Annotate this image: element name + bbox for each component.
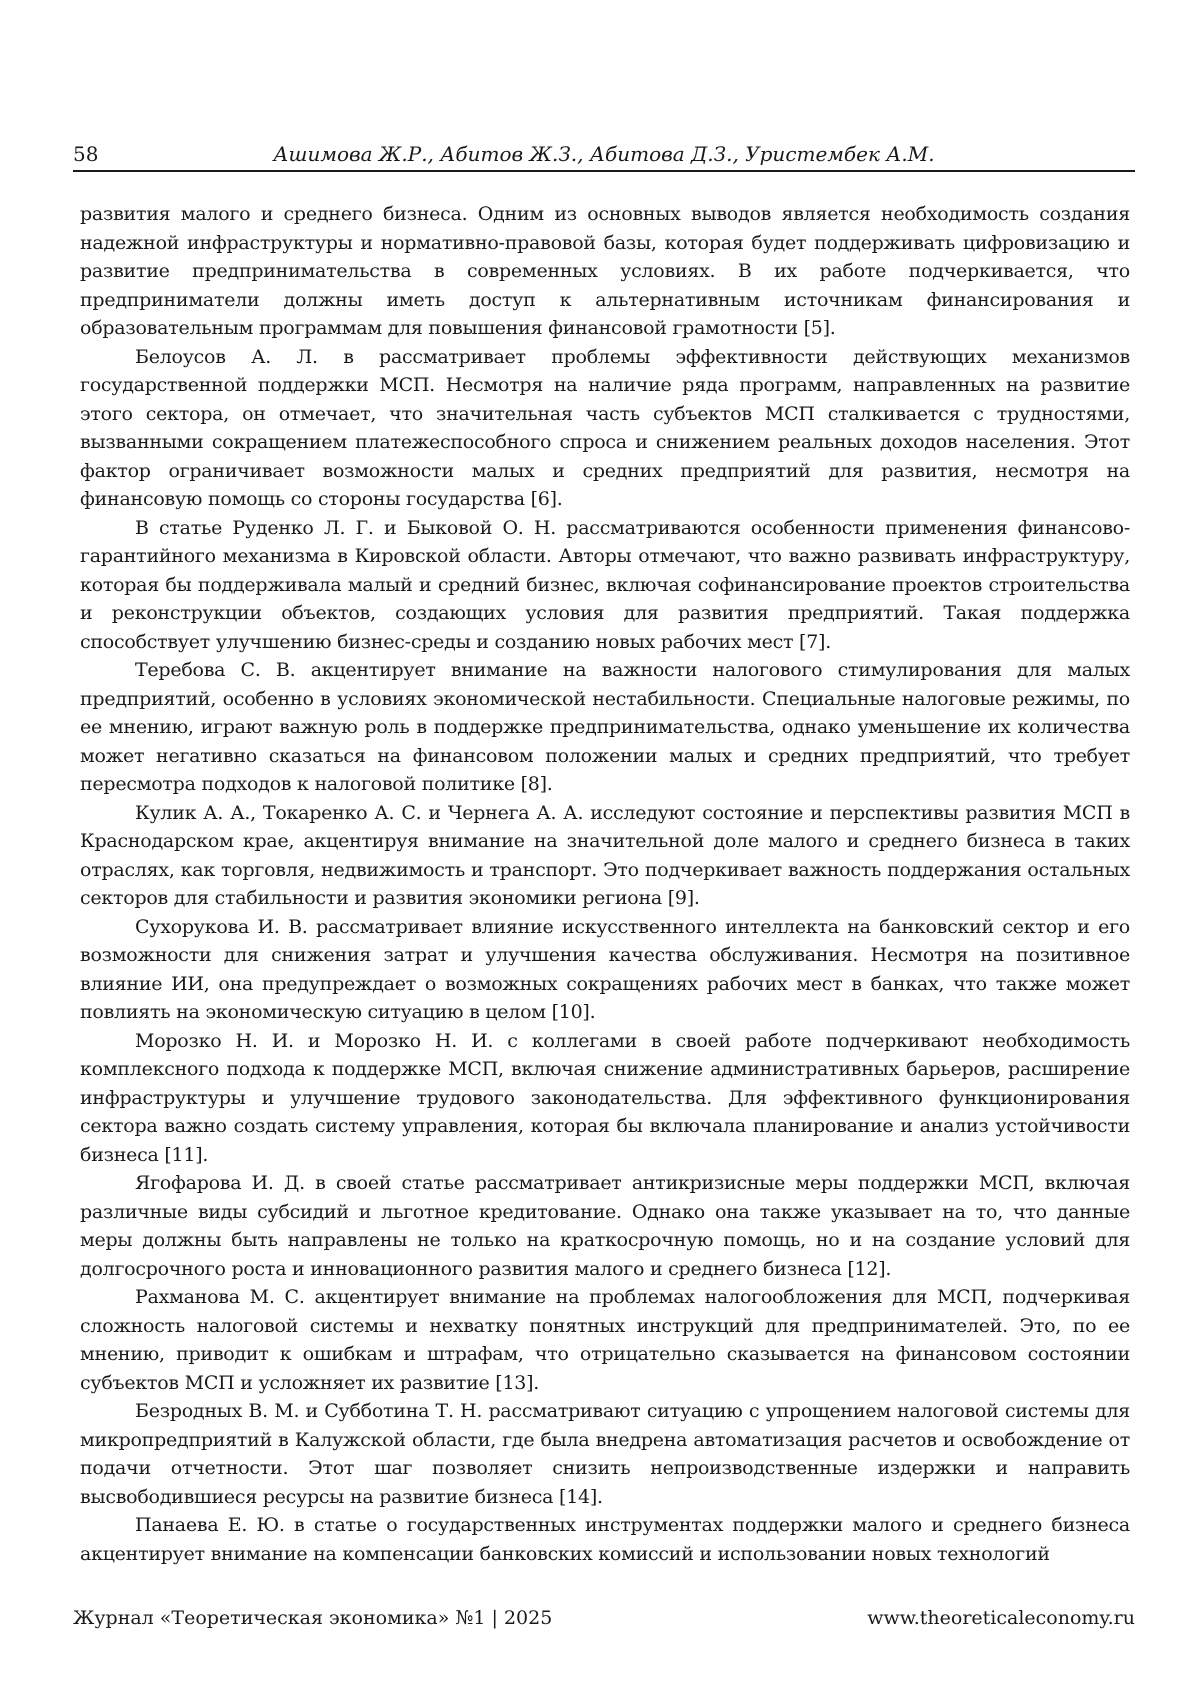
running-footer — [73, 1607, 1135, 1639]
paragraph: Морозко Н. И. и Морозко Н. И. с коллегами в своей работе подчеркивают необходимость комплексного подхода к поддержке МСП, включая снижение административных барьеров, расширение инфраструктуры и улучшение трудового законодательства. Для эффективного функционирования сектора важно создать систему управления, которая бы включала планирование и анализ устойчивости бизнеса [11]. — [80, 1029, 1130, 1166]
paragraph: Панаева Е. Ю. в статье о государственных инструментах поддержки малого и среднего бизнеса акцентирует внимание на компенсации банковских комиссий и использовании новых технологий — [80, 1514, 1130, 1565]
paragraph: Теребова С. В. акцентирует внимание на важности налогового стимулирования для малых предприятий, особенно в условиях экономической нестабильности. Специальные налоговые режимы, по ее мнению, играют важную роль в поддержке предпринимательства, однако уменьшение их количества может негативно сказаться на финансовом положении малых и средних предприятий, что требует пересмотра подходов к налоговой политике [8]. — [80, 659, 1130, 795]
paragraph: Кулик А. А., Токаренко А. С. и Чернега А. А. исследуют состояние и перспективы развития МСП в Краснодарском крае, акцентируя внимание на значительной доле малого и среднего бизнеса в таких отраслях, как торговля, недвижимость и транспорт. Это подчеркивает важность поддержания остальных секторов для стабильности и развития экономики региона [9]. — [80, 801, 1130, 909]
paragraph: Ягофарова И. Д. в своей статье рассматривает антикризисные меры поддержки МСП, включая различные виды субсидий и льготное кредитование. Однако она также указывает на то, что данные меры должны быть направлены не только на краткосрочную помощь, но и на создание условий для долгосрочного роста и инновационного развития малого и среднего бизнеса [12]. — [80, 1172, 1130, 1280]
journal-website: www.theoreticaleconomy.ru — [867, 1607, 1135, 1629]
paragraph: Безродных В. М. и Субботина Т. Н. рассматривают ситуацию с упрощением налоговой системы для микропредприятий в Калужской области, где была внедрена автоматизация расчетов и освобождение от подачи отчетности. Этот шаг позволяет снизить непроизводственные издержки и направить высвободившиеся ресурсы на развитие бизнеса [14]. — [80, 1400, 1130, 1508]
journal-title: Журнал «Теоретическая экономика» №1 | 2025 — [73, 1607, 553, 1629]
running-header — [73, 138, 1135, 172]
page-number: 58 — [73, 142, 99, 166]
header-authors: Ашимова Ж.Р., Абитов Ж.З., Абитова Д.З., Уристембек А.М. — [273, 142, 935, 166]
article-body — [80, 200, 1130, 1568]
paragraph: Рахманова М. С. акцентирует внимание на проблемах налогообложения для МСП, подчеркивая сложность налоговой системы и нехватку понятных инструкций для предпринимателей. Это, по ее мнению, приводит к ошибкам и штрафам, что отрицательно сказывается на финансовом состоянии субъектов МСП и усложняет их развитие [13]. — [80, 1286, 1130, 1394]
paragraph: Белоусов А. Л. в рассматривает проблемы эффективности действующих механизмов государственной поддержки МСП. Несмотря на наличие ряда программ, направленных на развитие этого сектора, он отмечает, что значительная часть субъектов МСП сталкивается с трудностями, вызванными сокращением платежеспособного спроса и снижением реальных доходов населения. Этот фактор ограничивает возможности малых и средних предприятий для развития, несмотря на финансовую помощь со стороны государства [6]. — [80, 345, 1130, 510]
paragraph: Сухорукова И. В. рассматривает влияние искусственного интеллекта на банковский сектор и его возможности для снижения затрат и улучшения качества обслуживания. Несмотря на позитивное влияние ИИ, она предупреждает о возможных сокращениях рабочих мест в банках, что также может повлиять на экономическую ситуацию в целом [10]. — [80, 915, 1130, 1023]
paragraph: развития малого и среднего бизнеса. Одним из основных выводов является необходимость создания надежной инфраструктуры и нормативно-правовой базы, которая будет поддерживать цифровизацию и развитие предпринимательства в современных условиях. В их работе подчеркивается, что предприниматели должны иметь доступ к альтернативным источникам финансирования и образовательным программам для повышения финансовой грамотности [5]. — [80, 203, 1130, 339]
paragraph: В статье Руденко Л. Г. и Быковой О. Н. рассматриваются особенности применения финансово-гарантийного механизма в Кировской области. Авторы отмечают, что важно развивать инфраструктуру, которая бы поддерживала малый и средний бизнес, включая софинансирование проектов строительства и реконструкции объектов, создающих условия для развития предприятий. Такая поддержка способствует улучшению бизнес-среды и созданию новых рабочих мест [7]. — [80, 516, 1130, 653]
